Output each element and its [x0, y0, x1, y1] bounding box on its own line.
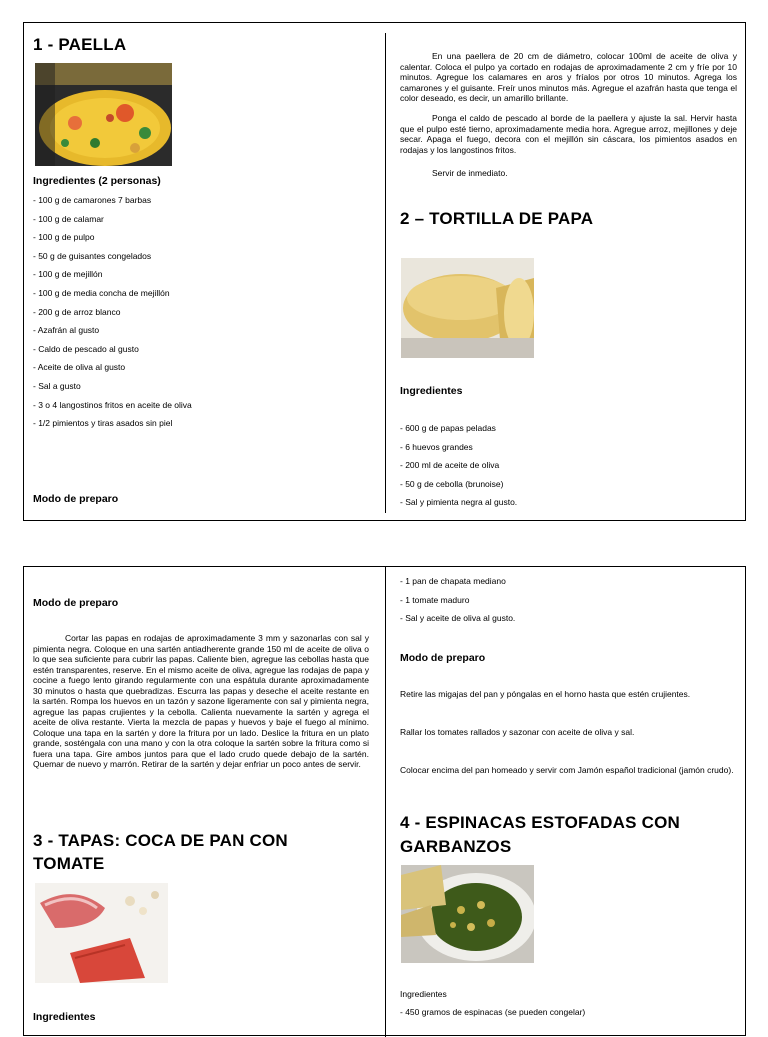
- ingredient-item: - Sal y pimienta negra al gusto.: [400, 497, 518, 508]
- recipe-title-tortilla: 2 – TORTILLA DE PAPA: [400, 209, 594, 228]
- method-paragraph-1: En una paellera de 20 cm de diámetro, colocar 100ml de aceite de oliva y calentar. Coloca el pulpo ya cortado en rodajas de aproximadamente 2 cm y fríe por 10 minutos. Agregue los calamares en aros y fríalos por otros 10 minutos. Agrega los camarones y el guisante. Freír unos minutos más. Agregue el azafrán hasta que tenga el color deseado, es decir, un amarillo brillante.: [400, 51, 737, 103]
- ingredients-heading-tortilla: Ingredientes: [400, 385, 463, 397]
- recipe-title-coca-line2: TOMATE: [33, 854, 105, 873]
- method-heading-coca: Modo de preparo: [400, 652, 486, 664]
- ingredient-item: - 100 g de camarones 7 barbas: [33, 195, 152, 205]
- ingredient-item: - 100 g de mejillón: [33, 269, 103, 280]
- ingredient-item: - 600 g de papas peladas: [400, 423, 496, 433]
- ingredient-item: - 100 g de media concha de mejillón: [33, 288, 170, 298]
- ingredient-item: - 50 g de cebolla (brunoise): [400, 478, 504, 489]
- paella-photo: [35, 63, 172, 166]
- ingredient-item: - 6 huevos grandes: [400, 441, 473, 452]
- ingredient-item: - Aceite de oliva al gusto: [33, 362, 126, 373]
- method-step-3: Colocar encima del pan homeado y servir com Jamón español tradicional (jamón crudo).: [400, 765, 734, 775]
- ingredient-item: - 1/2 pimientos y tiras asados sin piel: [33, 418, 173, 429]
- recipe-title-espinacas-line1: 4 - ESPINACAS ESTOFADAS CON: [400, 813, 680, 832]
- recipe-title-coca-line1: 3 - TAPAS: COCA DE PAN CON: [33, 831, 288, 850]
- ingredient-item: - Sal a gusto: [33, 381, 81, 391]
- ingredient-item: - 50 g de guisantes congelados: [33, 250, 152, 261]
- ingredients-heading: Ingredientes (2 personas): [33, 175, 161, 187]
- ingredient-item: - 100 g de calamar: [33, 213, 104, 224]
- method-heading-tortilla: Modo de preparo: [33, 597, 119, 609]
- column-divider: [385, 33, 386, 513]
- ingredient-item: - Azafrán al gusto: [33, 325, 100, 336]
- ingredient-item: - 450 gramos de espinacas (se pueden congelar): [400, 1007, 586, 1017]
- column-divider: [385, 567, 386, 1037]
- method-step-1: Retire las migajas del pan y póngalas en el horno hasta que estén crujientes.: [400, 689, 691, 699]
- ingredient-item: - Caldo de pescado al gusto: [33, 343, 139, 354]
- page-1: [23, 22, 746, 521]
- ingredient-item: - Sal y aceite de oliva al gusto.: [400, 613, 516, 624]
- ingredient-item: - 1 tomate maduro: [400, 594, 470, 605]
- page-2: [23, 566, 746, 1036]
- coca-photo: [35, 883, 168, 983]
- ingredient-item: - 1 pan de chapata mediano: [400, 576, 506, 586]
- tortilla-photo: [401, 258, 534, 358]
- method-heading: Modo de preparo: [33, 493, 119, 505]
- ingredient-item: - 3 o 4 langostinos fritos en aceite de oliva: [33, 399, 192, 410]
- recipe-title-paella: 1 - PAELLA: [33, 35, 127, 54]
- method-step-2: Rallar los tomates rallados y sazonar con aceite de oliva y sal.: [400, 727, 635, 737]
- ingredients-heading-coca: Ingredientes: [33, 1011, 96, 1023]
- ingredient-item: - 200 ml de aceite de oliva: [400, 460, 500, 471]
- method-paragraph-2: Ponga el caldo de pescado al borde de la paellera y ajuste la sal. Hervir hasta que el pulpo esté tierno, aproximadamente media hora. Agregue arroz, mejillones y deje secar. Apaga el fuego, decora con el mejillón sin cáscara, los pimientos asados en rodajas y los langostinos fritos.: [400, 113, 737, 155]
- method-paragraph-tortilla: Cortar las papas en rodajas de aproximadamente 3 mm y sazonarlas con sal y pimienta negra. Coloque en una sartén antiadherente grande 150 ml de aceite de oliva o lo que sea suficiente para cubrir las papas. Caliente bien, agregue las cebollas hasta que estén transparentes, reserve. En el mismo aceite de oliva, agregue las rodajas de papa y cocine a fuego lento girando regularmente con una espátula durante aproximadamente 30 minutos o hasta que quebradizas. Escurra las papas y deseche el aceite restante en la sartén. Rompa los huevos en un tazón y sazone ligeramente con sal y pimienta negra, agregue las papas crujientes y la cebolla. Calienta nuevamente la sartén y agrega el aceite de oliva restante. Vierta la mezcla de papas y huevos y baje el fuego al mínimo. Coloque una tapa en la sartén y dore la fritura por un lado. Deslice la fritura en un plato grande, sosténgala con una mano y con la otra coloque la sartén sobre la fritura como si fuera una tapa. Gire ambos juntos para que el lado crudo quede debajo de la sartén. Quemar de nuevo y marrón. Retirar de la sartén y dejar enfriar un poco antes de servir.: [33, 633, 369, 769]
- ingredient-item: - 100 g de pulpo: [33, 232, 95, 243]
- ingredients-heading-espinacas: Ingredientes: [400, 989, 447, 999]
- ingredient-item: - 200 g de arroz blanco: [33, 306, 121, 317]
- espinacas-photo: [401, 865, 534, 963]
- method-paragraph-3: Servir de inmediato.: [432, 168, 508, 178]
- recipe-title-espinacas-line2: GARBANZOS: [400, 837, 512, 856]
